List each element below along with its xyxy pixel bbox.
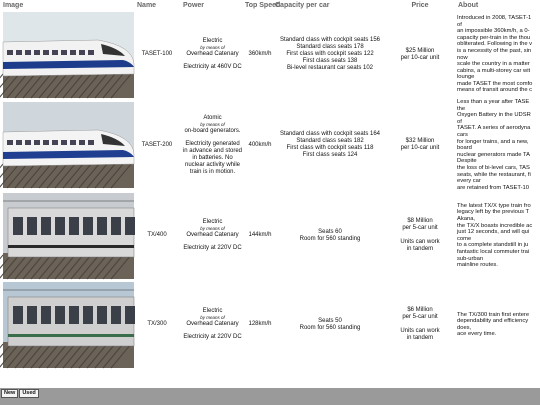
power-source: Atomic — [203, 114, 222, 121]
power-source: Electric — [202, 38, 223, 44]
train-row — [0, 10, 540, 99]
train-photo — [3, 102, 134, 188]
header-image[interactable]: Image — [3, 1, 24, 9]
capacity-line: First class with cockpit seats 122 — [286, 51, 374, 57]
price-cell: $6 Million per 5-car unit Units can work in tandem — [400, 307, 440, 342]
tab-new[interactable]: New — [1, 389, 18, 398]
price-cell: $8 Million per 5-car unit Units can work in tandem — [400, 218, 440, 253]
about-text: Introduced in 2008, TASET-1 of an impossible 360km/h, a 0- capacity per-train in the thou obliterated. Following in the v is a necessity of the past, sin now scale the country in a matter cabins, a multi-storey car wit lounge made TASET the most comfo means of transit around the c — [457, 14, 533, 94]
top-speed: 144km/h — [248, 232, 272, 239]
power-cell — [180, 10, 245, 99]
capacity-cell — [275, 191, 385, 280]
power-detail: Electricity generated in advance and stored in batteries. No nuclear activity while train is in motion. — [182, 140, 243, 175]
header-capacity[interactable]: Capacity per car — [275, 1, 330, 9]
power-cell — [180, 280, 245, 369]
train-name: TASET-100 — [141, 51, 173, 57]
header-about[interactable]: About — [458, 1, 479, 9]
header-top-speed[interactable]: Top Speed — [245, 1, 281, 9]
power-method: Overhead Catenary — [186, 321, 239, 328]
tab-bar — [1, 389, 39, 398]
capacity-cell — [275, 10, 385, 99]
capacity-line: Seats 60 — [318, 228, 342, 235]
image-cell — [0, 10, 134, 99]
price-cell: $32 Million per 10-car unit — [400, 138, 440, 152]
top-speed: 400km/h — [248, 141, 272, 148]
capacity-line: Standard class with cockpit seats 164 — [279, 131, 381, 138]
capacity-line: Room for 560 standing — [299, 324, 361, 331]
power-method: Overhead Catenary — [186, 51, 239, 57]
capacity-line: Standard class seats 182 — [296, 138, 364, 145]
capacity-line: Seats 50 — [318, 317, 342, 324]
image-cell — [0, 99, 134, 191]
power-by-means: by means of — [200, 121, 225, 127]
train-photo — [3, 282, 134, 368]
header-power[interactable]: Power — [183, 1, 205, 9]
header-row — [0, 0, 540, 10]
power-by-means: by means of — [200, 45, 225, 50]
top-speed: 128km/h — [248, 321, 272, 328]
train-row — [0, 280, 540, 369]
train-name: TX/300 — [147, 321, 167, 328]
train-row — [0, 99, 540, 191]
about-text: Less than a year after TASE the Oxygen Battery in the UDSR of TASET. A series of aerodyna cars for longer trains, and a new, board nuclear generators made TA Despite the loss of bi-level cars, TAS seats, while the restaurant, fi every car are retained from TASET-10 — [457, 99, 531, 191]
power-source: Electric — [202, 219, 223, 226]
power-detail: Electricity at 220V DC — [183, 334, 242, 341]
power-cell — [180, 191, 245, 280]
train-photo — [3, 193, 134, 279]
capacity-line: Bi-level restaurant car seats 102 — [286, 65, 374, 71]
power-method: on-board generators. — [184, 127, 241, 134]
price-cell: $25 Million per 10-car unit — [400, 47, 440, 61]
power-method: Overhead Catenary — [186, 232, 239, 239]
capacity-cell — [275, 280, 385, 369]
tab-used[interactable]: Used — [19, 389, 38, 398]
train-name: TASET-200 — [141, 141, 173, 148]
image-cell — [0, 191, 134, 280]
capacity-line: Standard class seats 178 — [296, 44, 364, 50]
capacity-line: Room for 560 standing — [299, 235, 361, 242]
power-by-means: by means of — [200, 226, 225, 232]
capacity-line: First class seats 138 — [302, 58, 358, 64]
power-detail: Electricity at 220V DC — [183, 245, 242, 252]
top-speed: 360km/h — [248, 51, 272, 57]
train-row — [0, 191, 540, 280]
train-name: TX/400 — [147, 232, 167, 239]
power-source: Electric — [202, 308, 223, 315]
capacity-line: First class seats 124 — [302, 152, 358, 159]
power-cell — [180, 99, 245, 191]
image-cell — [0, 280, 134, 369]
bottom-bar — [0, 388, 540, 405]
about-text: The TX/300 train first entere dependability and efficiency does, ace every time. — [457, 311, 530, 338]
capacity-line: Standard class with cockpit seats 156 — [279, 37, 381, 43]
about-text: The latest TX/X type train fro legacy left by the previous T Akana, the TX/X boasts incredible ac just 12 seconds, and will qui come to a complete standstill in ju fantastic local commuter trai sub-urban mainline routes. — [457, 202, 533, 269]
power-detail: Electricity at 460V DC — [183, 64, 242, 70]
train-photo — [3, 12, 134, 98]
power-by-means: by means of — [200, 315, 225, 321]
header-price[interactable]: Price — [411, 1, 429, 9]
header-name[interactable]: Name — [137, 1, 157, 9]
capacity-cell — [275, 99, 385, 191]
capacity-line: First class with cockpit seats 118 — [286, 145, 374, 152]
